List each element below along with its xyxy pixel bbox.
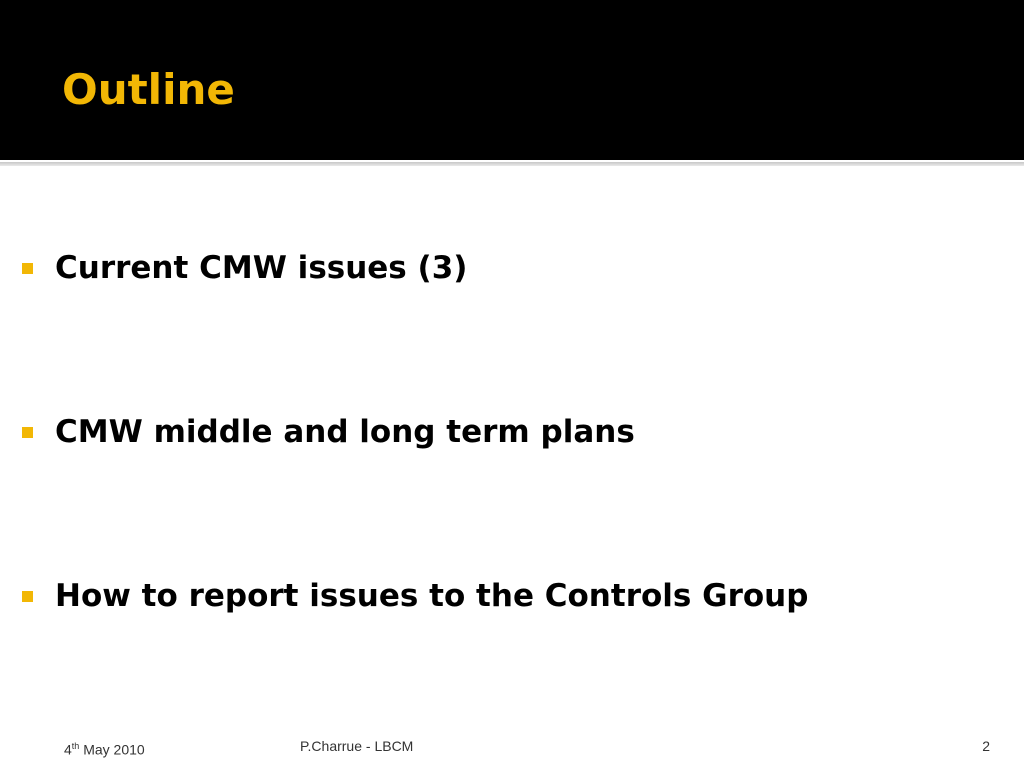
bullet-text: How to report issues to the Controls Group bbox=[55, 578, 809, 614]
footer-date-ordinal: th bbox=[71, 741, 80, 751]
square-bullet-icon bbox=[22, 591, 33, 602]
slide-title: Outline bbox=[62, 65, 235, 114]
bullet-item-current-issues bbox=[22, 244, 467, 292]
square-bullet-icon bbox=[22, 263, 33, 274]
footer-date-day: 4 bbox=[64, 741, 72, 758]
footer-page-number: 2 bbox=[982, 738, 990, 754]
bullet-text: CMW middle and long term plans bbox=[55, 414, 635, 450]
bullet-item-report-issues bbox=[22, 572, 808, 620]
square-bullet-icon bbox=[22, 427, 33, 438]
bullet-text: Current CMW issues (3) bbox=[55, 250, 468, 286]
footer-date bbox=[64, 737, 145, 759]
footer-author: P.Charrue - LBCM bbox=[300, 738, 414, 754]
footer-date-rest: May 2010 bbox=[79, 741, 145, 758]
bullet-item-plans bbox=[22, 408, 635, 456]
